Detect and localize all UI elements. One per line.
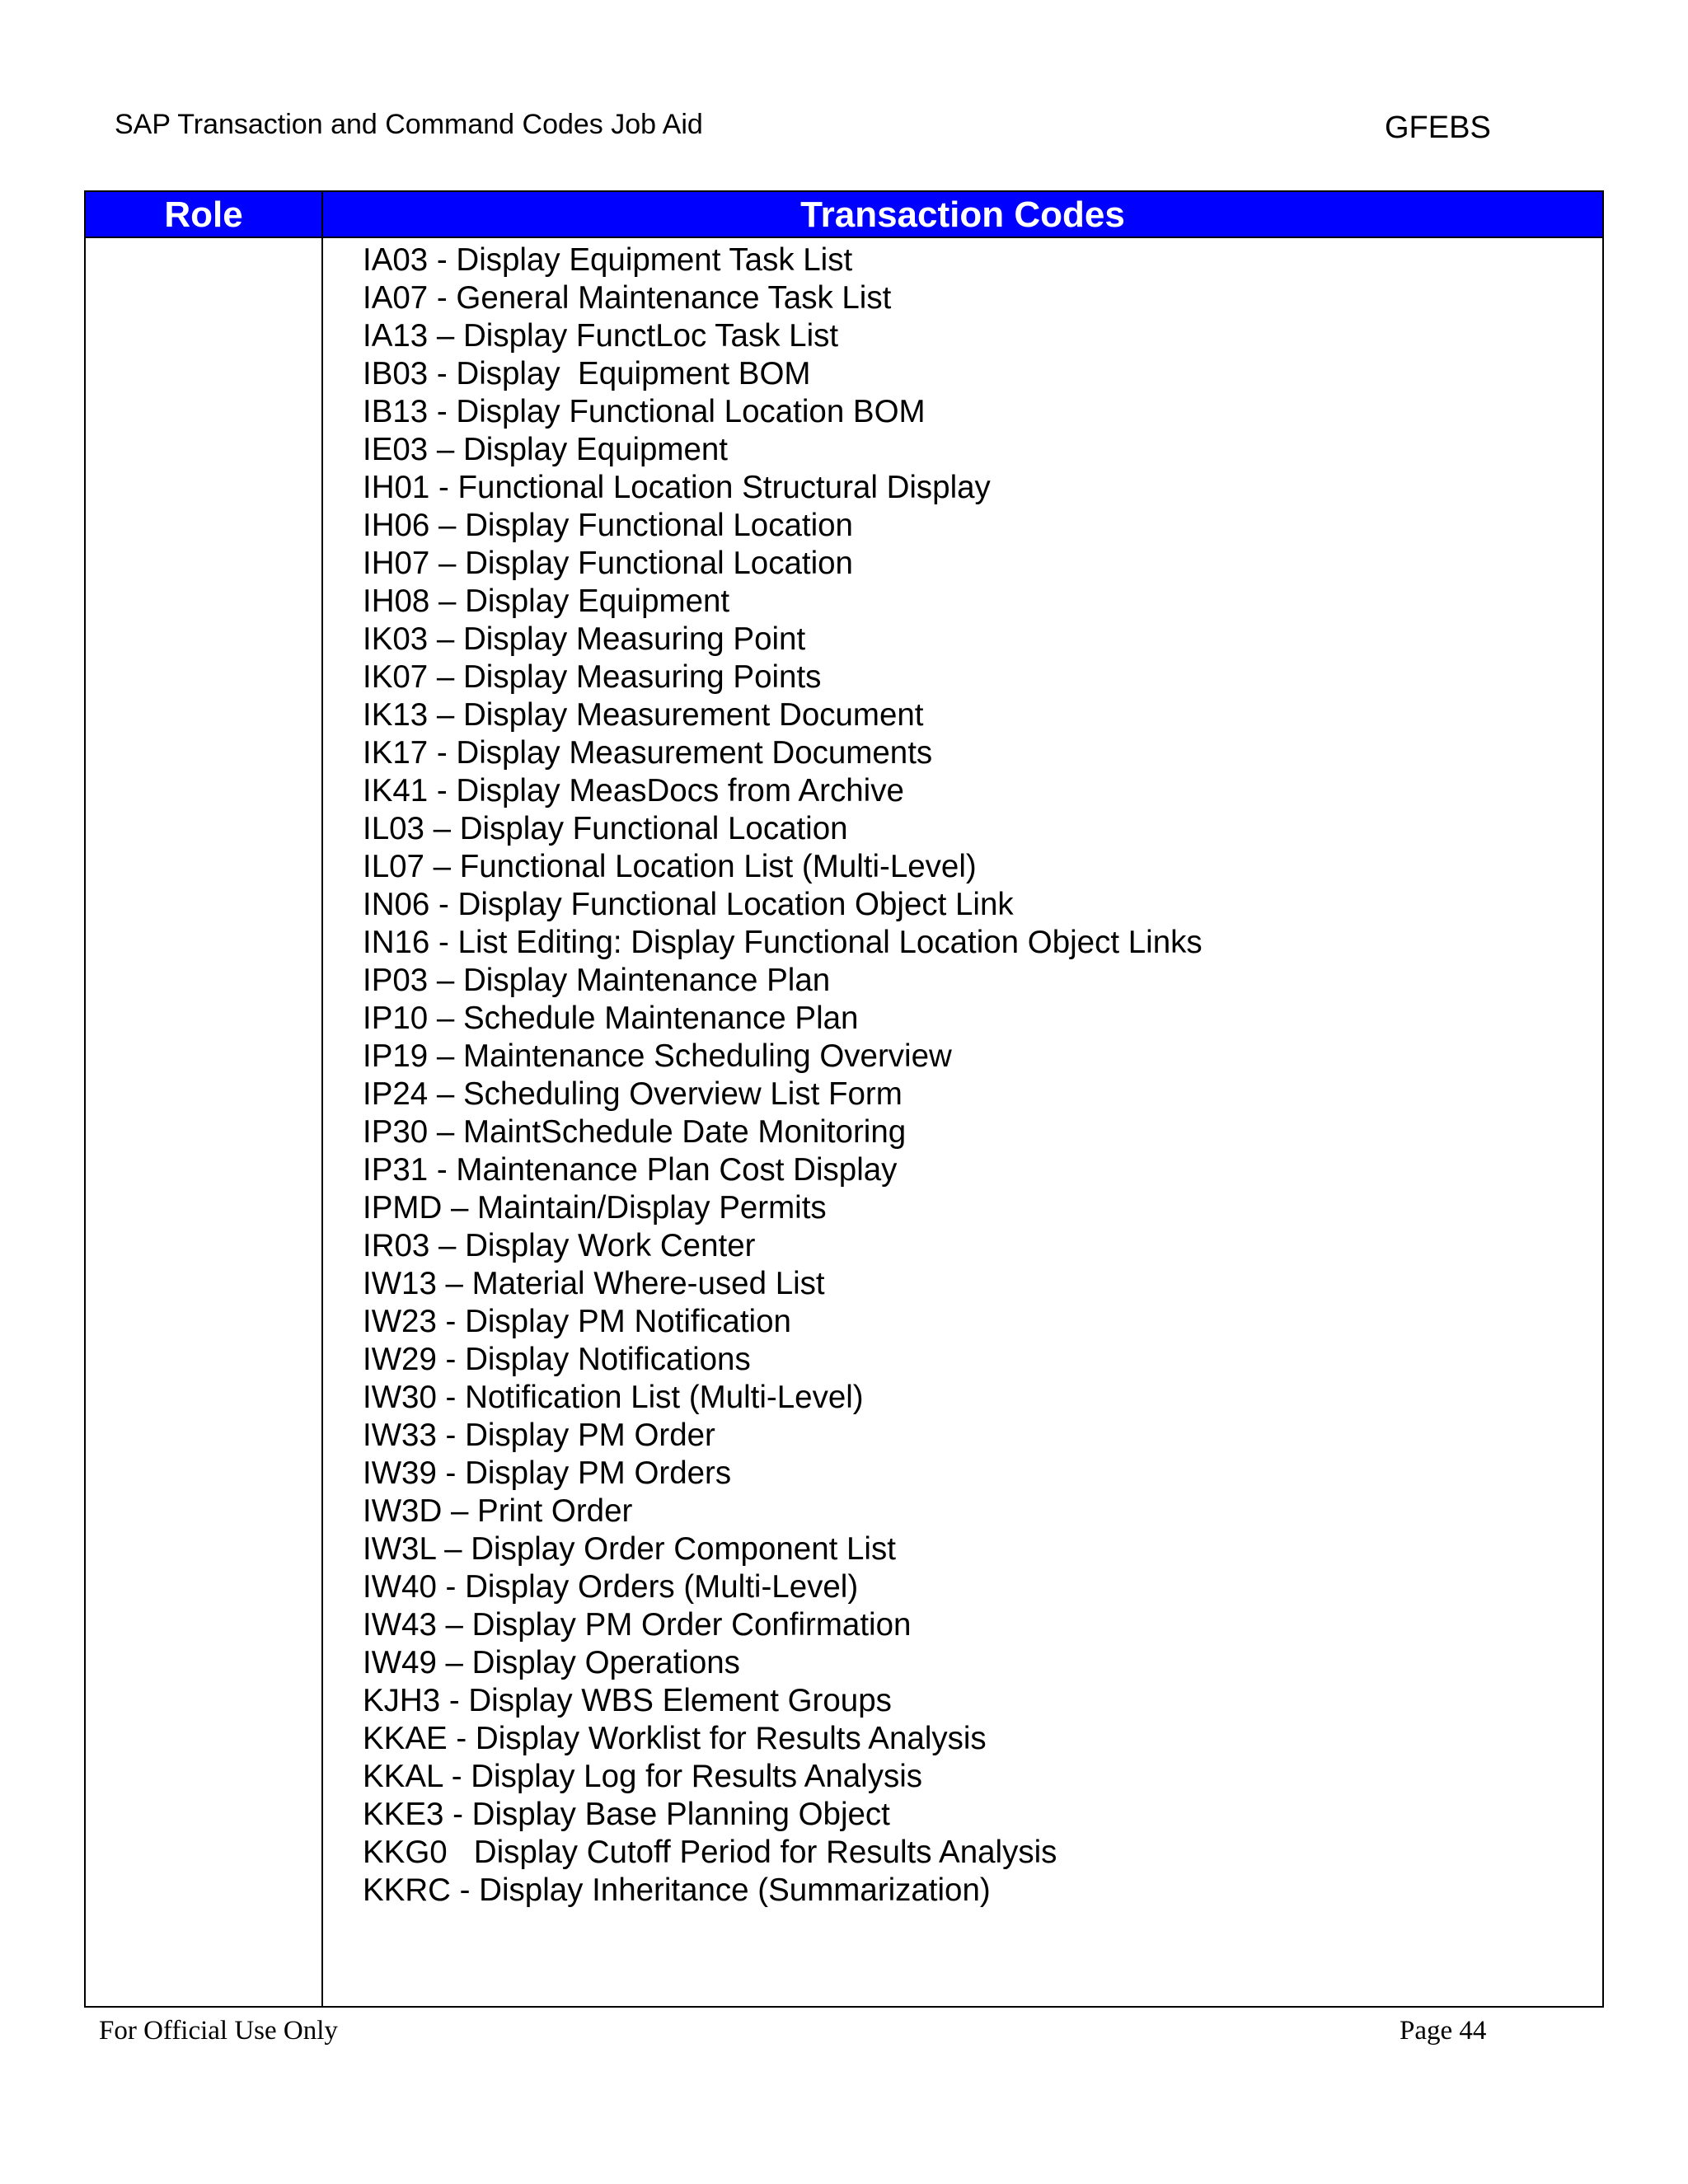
transaction-code-item: IP30 – MaintSchedule Date Monitoring <box>363 1114 907 1150</box>
transaction-code-item: IW29 - Display Notifications <box>363 1342 751 1377</box>
table-header-row <box>86 192 1602 238</box>
transaction-code-item: IH01 - Functional Location Structural Display <box>363 470 991 505</box>
transaction-code-item: IP03 – Display Maintenance Plan <box>363 963 831 998</box>
transaction-code-item: IW23 - Display PM Notification <box>363 1304 791 1339</box>
transaction-code-item: IN16 - List Editing: Display Functional Location Object Links <box>363 925 1203 960</box>
transaction-code-item: KKG0 Display Cutoff Period for Results Analysis <box>363 1835 1057 1870</box>
transaction-code-item: IH07 – Display Functional Location <box>363 546 853 581</box>
document-title: SAP Transaction and Command Codes Job Aid <box>115 109 703 140</box>
transaction-code-item: IW13 – Material Where-used List <box>363 1266 825 1301</box>
transaction-code-item: IK41 - Display MeasDocs from Archive <box>363 773 904 808</box>
transaction-code-item: IK07 – Display Measuring Points <box>363 659 822 695</box>
transaction-code-item: IA03 - Display Equipment Task List <box>363 242 853 278</box>
transaction-code-item: IW3L – Display Order Component List <box>363 1531 896 1567</box>
transaction-code-item: IH06 – Display Functional Location <box>363 508 853 543</box>
transaction-code-item: IE03 – Display Equipment <box>363 432 728 467</box>
transaction-code-item: KKAE - Display Worklist for Results Analysis <box>363 1721 987 1756</box>
transaction-code-item: IP19 – Maintenance Scheduling Overview <box>363 1038 952 1074</box>
transaction-code-item: IB13 - Display Functional Location BOM <box>363 394 926 429</box>
transaction-code-item: IP31 - Maintenance Plan Cost Display <box>363 1152 898 1188</box>
transaction-code-item: IK17 - Display Measurement Documents <box>363 735 933 771</box>
transaction-code-item: IK13 – Display Measurement Document <box>363 697 924 733</box>
transaction-code-item: IH08 – Display Equipment <box>363 583 730 619</box>
transaction-code-item: IW3D – Print Order <box>363 1493 633 1529</box>
transaction-code-item: IW43 – Display PM Order Confirmation <box>363 1607 912 1643</box>
transaction-code-item: KKRC - Display Inheritance (Summarization) <box>363 1872 991 1908</box>
transaction-code-item: IW30 - Notification List (Multi-Level) <box>363 1380 864 1415</box>
transaction-code-item: KJH3 - Display WBS Element Groups <box>363 1683 892 1718</box>
transaction-code-item: KKAL - Display Log for Results Analysis <box>363 1759 923 1794</box>
transaction-code-item: IL03 – Display Functional Location <box>363 811 848 846</box>
transaction-code-item: IP24 – Scheduling Overview List Form <box>363 1076 903 1112</box>
transaction-code-item: IK03 – Display Measuring Point <box>363 621 806 657</box>
transaction-codes-table <box>84 190 1604 2008</box>
transaction-code-item: IPMD – Maintain/Display Permits <box>363 1190 827 1226</box>
transaction-code-item: IW39 - Display PM Orders <box>363 1455 732 1491</box>
transaction-codes-list <box>363 241 1203 1910</box>
transaction-code-item: IW40 - Display Orders (Multi-Level) <box>363 1569 859 1605</box>
transaction-code-item: IN06 - Display Functional Location Object Link <box>363 887 1014 922</box>
transaction-code-item: IP10 – Schedule Maintenance Plan <box>363 1001 859 1036</box>
transaction-code-item: IW49 – Display Operations <box>363 1645 740 1680</box>
column-divider <box>321 192 323 2006</box>
transaction-code-item: IR03 – Display Work Center <box>363 1228 756 1263</box>
column-header-transaction-codes: Transaction Codes <box>800 194 1125 235</box>
footer-classification: For Official Use Only <box>99 2016 338 2046</box>
transaction-code-item: IW33 - Display PM Order <box>363 1418 715 1453</box>
transaction-code-item: IA07 - General Maintenance Task List <box>363 280 892 316</box>
system-name: GFEBS <box>1385 110 1491 145</box>
transaction-code-item: KKE3 - Display Base Planning Object <box>363 1797 890 1832</box>
page-number: Page 44 <box>1400 2016 1487 2046</box>
transaction-code-item: IA13 – Display FunctLoc Task List <box>363 318 839 354</box>
transaction-code-item: IB03 - Display Equipment BOM <box>363 356 811 391</box>
transaction-code-item: IL07 – Functional Location List (Multi-Level) <box>363 849 977 884</box>
column-header-role: Role <box>164 194 243 235</box>
